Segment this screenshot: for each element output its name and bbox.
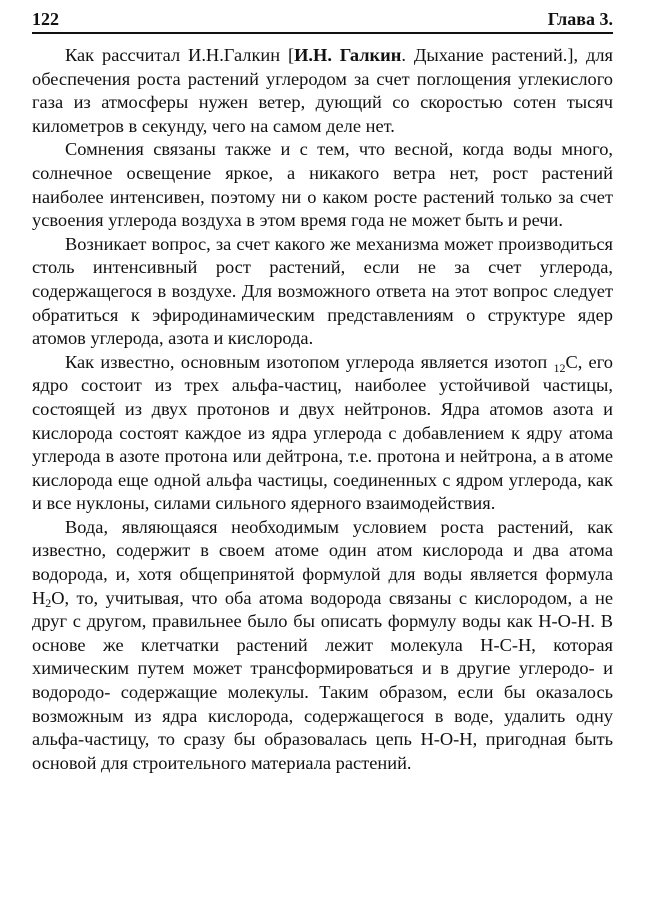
body-text xyxy=(32,44,613,775)
paragraph-5-text-a: Вода, являющаяся необходимым условием роста растений, как известно, содержит в своем атоме один атом кислорода и два атома водорода, и, хотя общепринятой формулой для воды является формула H xyxy=(32,516,613,608)
page-header xyxy=(32,6,613,34)
paragraph-5-text-b: O, то, учитывая, что оба атома водорода связаны с кислородом, а не друг с другом, правильнее было бы описать формулу воды как H-O-H. В основе же клетчатки растений лежит молекула H-C-H, которая химическим путем может трансформироваться и в другие углеродо- и водородо- содержащие молекулы. Таким образом, если бы оказалось возможным из ядра кислорода, содержащегося в воде, удалить одну альфа-частицу, то сразу бы образовалась цепь H-O-H, пригодная быть основой для строительного материала растений. xyxy=(32,587,613,773)
paragraph-5 xyxy=(32,516,613,776)
formula-subscript: 2 xyxy=(45,595,52,610)
paragraph-4-text-a: Как известно, основным изотопом углерода является изотоп xyxy=(65,351,554,372)
paragraph-4-text-b: C, его ядро состоит из трех альфа-частиц, наиболее устойчивой частицы, состоящей из двух протонов и двух нейтронов. Ядра атомов азота и кислорода состоят каждое из ядра углерода с добавлением к ядру атома углерода в азоте протона или дейтрона, т.е. протона и нейтрона, а в атоме кислорода еще одной альфа частицы, соединенных с ядром углерода, как и все нуклоны, силами сильного ядерного взаимодействия. xyxy=(32,351,613,514)
paragraph-2: Сомнения связаны также и с тем, что весной, когда воды много, солнечное освещение яркое, а никакого ветра нет, рост растений наиболее интенсивен, поэтому ни о каком росте растений только за счет усвоения углерода воздуха в этом время года не может быть и речи. xyxy=(32,139,613,231)
paragraph-1-text-a: Как рассчитал И.Н.Галкин [ xyxy=(65,45,295,65)
paragraph-1-text-c: . Дыхание растений.], для обеспечения роста растений углеродом за счет поглощения углекислого газа из атмосферы нужен ветер, дующий со скоростью сотен тысяч километров в секунду, чего на самом деле нет. xyxy=(32,45,613,136)
paragraph-1 xyxy=(32,44,613,138)
paragraph-3: Возникает вопрос, за счет какого же механизма может производиться столь интенсивный рост растений, если не за счет углерода, содержащегося в воздухе. Для возможного ответа на этот вопрос следует обратиться к эфиродинамическим представлениям о структуре ядер атомов углерода, азота и кислорода. xyxy=(32,233,613,349)
page-number: 122 xyxy=(32,9,59,29)
citation-author: И.Н. Галкин xyxy=(294,45,402,65)
isotope-mass-number: 12 xyxy=(553,360,566,375)
chapter-title: Глава 3. xyxy=(547,9,613,29)
paragraph-4 xyxy=(32,351,613,516)
